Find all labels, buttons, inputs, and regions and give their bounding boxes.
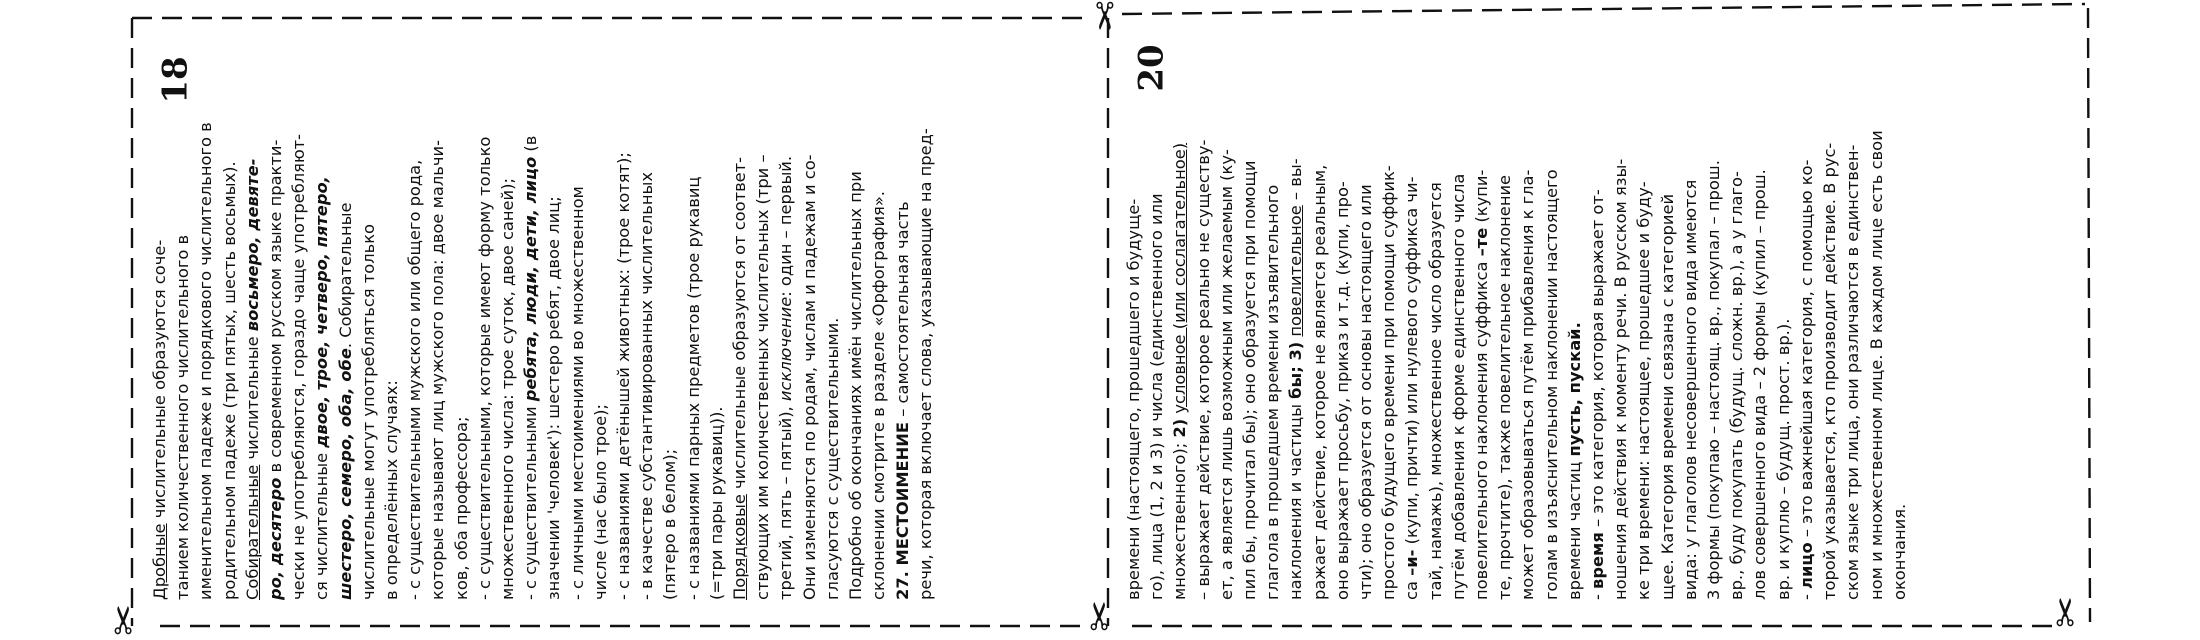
text-line: - с личными местоимениями во множественном bbox=[567, 186, 587, 600]
text-line: чески не употребляются, гораздо чаще употребляют- bbox=[289, 133, 309, 600]
text-line: значении 'человек'): шестеро ребят, двое лиц; bbox=[544, 196, 564, 600]
text-line: Подробно об окончаниях имён числительных при bbox=[846, 171, 866, 600]
page-left-text bbox=[148, 40, 937, 600]
text-line: - в качестве субстантивированных числительных bbox=[637, 171, 657, 600]
text-line: голам в изъяснительном наклонении настоящего bbox=[1541, 169, 1561, 600]
text-line: ке три времени: настоящее, прошедшее и буду- bbox=[1634, 181, 1654, 600]
text-line: речи, которая включает слова, указывающие на пред- bbox=[915, 128, 935, 600]
text-line: ков, оба профессора; bbox=[451, 416, 471, 600]
text-line: - время – это категория, которая выражает от- bbox=[1588, 189, 1608, 600]
text-line: (пятеро в белом); bbox=[660, 448, 680, 600]
text-line: са –и- (купи, причти) или нулевого суффикса чи- bbox=[1402, 176, 1422, 600]
text-line: именительном падеже и порядкового числительного в bbox=[196, 122, 216, 600]
text-line: ском языке три лица, они различаются в единствен- bbox=[1843, 144, 1863, 600]
text-line: - с названиями парных предметов (трое рукавиц bbox=[683, 176, 703, 600]
text-line: числительные могут употребляться только bbox=[358, 224, 378, 600]
text-line: времени (настоящего, прошедшего и будуще- bbox=[1124, 198, 1143, 600]
text-line: Дробные числительные образуются соче- bbox=[150, 239, 169, 600]
text-line: Они изменяются по родам, числам и падежам и со- bbox=[799, 154, 819, 600]
text-line: времени частиц пусть, пускай. bbox=[1564, 322, 1584, 600]
text-line: третий, пять – пятый), исключение: один – первый. bbox=[776, 155, 796, 600]
text-line: пил бы, прочитал бы); оно образуется при помощи bbox=[1240, 160, 1260, 600]
text-line: (=три пары рукавиц)). bbox=[706, 406, 726, 600]
text-line: ношения действия к моменту речи. В русском язы- bbox=[1611, 158, 1631, 600]
text-line: чти); оно образуется от основы настоящего или bbox=[1356, 184, 1376, 600]
text-line: – выражает действие, которое реально не существу- bbox=[1193, 139, 1213, 600]
text-line: - с существительными мужского или общего рода, bbox=[405, 159, 425, 600]
text-line: лов совершенного вида – 2 формы (купил – прош. bbox=[1750, 169, 1770, 600]
text-line: 3 формы (покупаю – настоящ. вр., покупал – прош. bbox=[1704, 160, 1724, 600]
text-line: может образовываться путём прибавления к гла- bbox=[1518, 169, 1538, 600]
text-line: наклонения и частицы бы; 3) повелительное – вы- bbox=[1286, 158, 1306, 600]
text-line: 27. МЕСТОИМЕНИЕ – самостоятельная часть bbox=[892, 201, 912, 600]
text-line: торой указывается, кто производит действие. В рус- bbox=[1820, 142, 1840, 600]
page-right-text bbox=[1122, 40, 1911, 600]
text-line: окончания. bbox=[1889, 503, 1909, 600]
text-line: глагола в прошедшем времени изъявительного bbox=[1263, 184, 1283, 600]
text-line: вр., буду покупать (будущ. сложн. вр.), а у глаго- bbox=[1727, 171, 1747, 600]
text-line: ражает действие, которое не является реальным, bbox=[1309, 164, 1329, 600]
scissors-icon: ✂ bbox=[1081, 0, 1126, 32]
page-number-right: 20 bbox=[1131, 44, 1172, 92]
text-line: ро, десятеро в современном русском языке практи- bbox=[266, 139, 286, 600]
page-number-left: 18 bbox=[155, 56, 196, 104]
scissors-icon: ✂ bbox=[1077, 600, 1122, 632]
text-line: танием количественного числительного в bbox=[173, 234, 193, 600]
text-line: вида: у глаголов несовершенного вида имеются bbox=[1680, 179, 1700, 600]
text-line: ет, а является лишь возможным или желаемым (ку- bbox=[1216, 149, 1236, 600]
scissors-icon: ✂ bbox=[101, 604, 146, 636]
text-line: - с существительными, которые имеют форму только bbox=[474, 136, 494, 600]
text-line: вр. и куплю – будущ. прост. вр.). bbox=[1773, 318, 1793, 600]
text-line: оно выражает просьбу, приказ и т.д. (купи, про- bbox=[1332, 181, 1352, 600]
text-line: родительном падеже (три пятых, шесть восьмых). bbox=[219, 161, 239, 600]
text-line: которые называют лиц мужского пола: двое мальчи- bbox=[428, 140, 448, 600]
text-line: простого будущего времени при помощи суффик- bbox=[1379, 165, 1399, 600]
text-line: тай, намажь), множественное число образуется bbox=[1425, 182, 1445, 600]
text-line: гласуются с существительными. bbox=[822, 317, 842, 600]
text-line: ствующих им количественных числительных (три – bbox=[753, 154, 773, 600]
text-line: - лицо – это важнейшая категория, с помощью ко- bbox=[1796, 159, 1816, 600]
text-line: числе (нас было трое); bbox=[590, 404, 610, 600]
text-line: Порядковые числительные образуются от соответ- bbox=[730, 156, 750, 600]
text-line: щее. Категория времени связана с категорией bbox=[1657, 193, 1677, 600]
scissors-icon: ✂ bbox=[2043, 596, 2088, 628]
text-line: ся числительные двое, трое, четверо, пятеро, bbox=[312, 176, 332, 600]
text-line: го), лица (1, 2 и 3) и числа (единственного или bbox=[1147, 193, 1167, 600]
text-line: шестеро, семеро, оба, обе. Собирательные bbox=[335, 202, 355, 600]
text-line: Собирательные числительные восьмеро, девяте- bbox=[242, 158, 262, 600]
text-line: - с названиями детёнышей животных: (трое котят); bbox=[614, 152, 634, 600]
text-line: путём добавления к форме единственного числа bbox=[1448, 173, 1468, 600]
text-line: в определённых случаях: bbox=[382, 380, 402, 600]
text-line: - с существительными ребята, люди, дети, лицо (в bbox=[521, 135, 541, 600]
text-line: ном и множественном лице. В каждом лице есть свои bbox=[1866, 130, 1886, 600]
text-line: склонении смотрите в разделе «Орфография». bbox=[869, 191, 889, 600]
text-line: множественного); 2) условное (или сослагательное) bbox=[1170, 142, 1190, 600]
text-line: повелительного наклонения суффикса –те (купи- bbox=[1472, 169, 1492, 600]
text-line: множественного числа: трое суток, двое саней); bbox=[498, 178, 518, 600]
text-line: те, прочтите), также повелительное наклонение bbox=[1495, 174, 1515, 600]
